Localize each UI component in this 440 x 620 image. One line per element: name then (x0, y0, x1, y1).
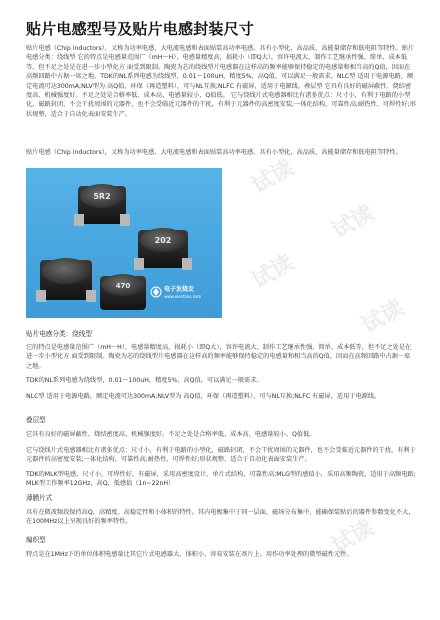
inductor-photo (26, 168, 222, 318)
watermark: 试读 (357, 295, 409, 340)
section-heading-multilayer: 叠层型 (26, 416, 46, 424)
section-text: NLC型 适用于电源电路，额定电流可达300mA;NLV型为 高Q值，环保（再造塑料），可与NL互换;NLFC 有磁屏，适用于电源线。 (26, 393, 381, 400)
inductor-label-3: 470 (115, 282, 131, 290)
inductor-small (100, 274, 146, 310)
section-text: 特点是在1MHz下的单位体积电感量比其它片式电感器大、体积小、容易安装在基片上。用作功率处理的微型磁性元件。 (26, 551, 353, 558)
section-heading-braided: 编织型 (26, 536, 46, 544)
watermark: 试读 (327, 515, 379, 560)
inductor-5r2 (74, 184, 130, 226)
inductor-label-2: 202 (154, 236, 172, 245)
watermark: 试读 (247, 250, 299, 295)
section-text: 它具有良好的磁屏蔽性、烧结密度高、机械强度好。不足之处是合格率低、成本高、电感量较小、Q值低。 (26, 431, 316, 438)
logo-url: www.elecfans.com (164, 294, 202, 299)
logo-text: 电子发烧友 (164, 286, 195, 293)
inductor-illustration (26, 168, 222, 318)
watermark: 试读 (327, 200, 379, 245)
watermark: 试读 (247, 155, 299, 200)
section-heading-thinfilm: 薄膜片式 (26, 494, 53, 502)
section-text: 具有在微波频段保持高Q、高精度、高稳定性和小体积的特性。其内电极集中于同一层面，磁场分布集中，能确保装贴后的器件参数变化不大，在100MHz以上呈现良好的频率特性。 (26, 509, 415, 526)
section-text: 它的特点是电感量范围广（mH～H），电感量精度高，损耗小（即Q大），容许电流大、制作工艺继承性强、简单、成本低等，但不足之处是在进一步小型化方 面受到限制。陶瓷为芯的绕线型片电感器在这样高的频率能够保持稳定的电感量和相当高的Q值，因而在高频回路中占据一席之地。 (26, 344, 412, 370)
page-title: 贴片电感型号及贴片电感封装尺寸 (26, 20, 255, 38)
section-text: TDK的MLK型电感，尺寸小，可焊性好，有磁屏，采用高密度设计，单片式结构，可靠性高;MLG型的感值小，采用高频陶瓷，适用于高频电路;MLK型工作频率12GHz，高Q，低感值（1n~22nH） (26, 471, 416, 488)
elecfans-logo (151, 285, 201, 299)
inductor-label-1: 5R2 (93, 192, 111, 201)
inductor-202 (134, 228, 192, 270)
section-heading-winding: 贴片电感分类：绕线型 (26, 330, 92, 338)
figure-caption: 贴片电感（Chip inductors），又称为功率电感、大电流电感和表面贴装高功率电感。具有小型化，高品质，高能量储存和低电阻等特性。 (26, 149, 402, 156)
inductor-470 (36, 258, 96, 302)
intro-paragraph: 贴片电感（Chip inductors），又称为功率电感、大电流电感和表面贴装高功率电感。具有小型化，高品质，高能量储存和低电阻等特性。贴片电感分类：绕线型 它的特点是电感量范围广（mH～H），电感量精度高，损耗小（即Q大），容许电流大、制作工艺继承性强、简单、成本低等，但不足之处是在进一步小型化方 面受到限制。陶瓷为芯的绕线型片电感器在这样高的频率能够保持稳定的电感量和相当高的Q值，因而在高频回路中占据一席之地。TDK的NL系列电感为绕线型，0.01～100uH，精度5%，高Q值，可以满足一般需求。NLC型 适用于电源电路，额定电流可达300mA;NLV型为 高Q值，环保（再造塑料），可与NL互换;NLFC 有磁屏，适用于电源线。叠层型 它具有良好的磁屏蔽性、烧结密度高、机械强度好。不足之处是合格率低、成本高、电感量较小、Q值低。 它与绕线片式电感器相比有诸多优点：尺寸小，有利于电路的小型化，磁路封闭，不会干扰周围的元器件，也不会受临近元器件的干扰，有利于元器件的高密度安装;一体化结构，可靠性高;耐热性、可焊性好;形状规整，适合于自动化表面安装生产。 (26, 45, 416, 118)
section-text: TDK的NL系列电感为绕线型，0.01～100uH，精度5%，高Q值，可以满足一般需求。 (26, 377, 263, 384)
section-text: 它与绕线片式电感器相比有诸多优点：尺寸小，有利于电路的小型化，磁路封闭，不会干扰周围的元器件，也不会受临近元器件的干扰，有利于元器件的高密度安装;一体化结构，可靠性高;耐热性、可焊性好;形状规整，适合于自动化表面安装生产。 (26, 447, 416, 464)
